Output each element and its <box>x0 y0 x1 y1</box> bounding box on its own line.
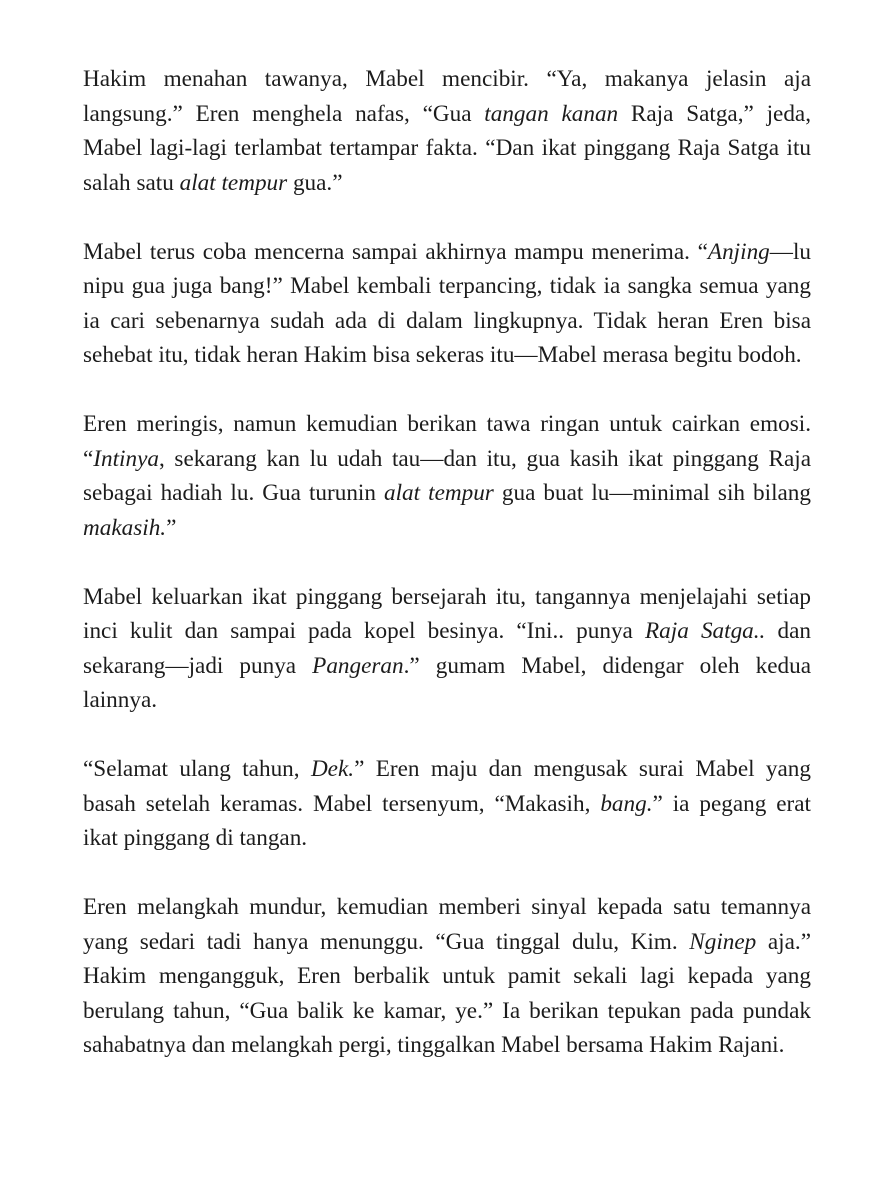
italic-text-run: Anjing <box>707 238 770 265</box>
story-page <box>83 62 811 1063</box>
text-run: “Selamat ulang tahun, <box>83 756 311 782</box>
text-run: Eren melangkah mundur, kemudian memberi sinyal kepada satu temannya yang sedari tadi hanya menunggu. “Gua tinggal dulu, Kim. <box>83 894 811 955</box>
text-run: Mabel keluarkan ikat pinggang bersejarah itu, tangannya menjelajahi setiap inci kulit dan sampai pada kopel besinya. “Ini.. punya <box>83 583 811 644</box>
paragraph-1 <box>83 62 811 200</box>
text-run: , sekarang kan lu udah tau—dan itu, gua kasih ikat pinggang Raja sebagai hadiah lu. Gua turunin <box>83 445 811 506</box>
text-run: .” gumam Mabel, didengar oleh kedua lainnya. <box>83 652 811 713</box>
text-run: —lu nipu gua juga bang!” Mabel kembali terpancing, tidak ia sangka semua yang ia cari sebenarnya sudah ada di dalam lingkupnya. Tidak heran Eren bisa sehebat itu, tidak heran Hakim bisa sekeras itu—Mabel merasa begitu bodoh. <box>83 238 811 368</box>
italic-text-run: alat tempur <box>179 169 288 196</box>
italic-text-run: tangan kanan <box>484 100 619 127</box>
italic-text-run: Pangeran <box>312 652 404 679</box>
text-run: Raja Satga,” jeda, Mabel lagi-lagi terlambat tertampar fakta. “Dan ikat pinggang Raja Satga itu salah satu <box>83 100 811 196</box>
paragraph-2 <box>83 235 811 373</box>
text-run: ” <box>166 514 177 541</box>
italic-text-run: Nginep <box>689 928 757 955</box>
italic-text-run: Raja Satga.. <box>645 618 766 644</box>
italic-text-run: bang. <box>600 790 653 817</box>
text-run: gua buat lu—minimal sih bilang <box>493 480 811 506</box>
paragraph-6 <box>83 890 811 1063</box>
italic-text-run: Intinya <box>93 445 159 472</box>
text-run: ” Eren maju dan mengusak surai Mabel yang basah setelah keramas. Mabel tersenyum, “Makasih, <box>83 756 811 817</box>
text-run: gua.” <box>287 169 343 196</box>
text-run: aja.” Hakim mengangguk, Eren berbalik untuk pamit sekali lagi kepada yang berulang tahun, “Gua balik ke kamar, ye.” Ia berikan tepukan pada pundak sahabatnya dan melangkah pergi, tinggalkan Mabel bersama Hakim Rajani. <box>83 928 811 1058</box>
text-run: Mabel terus coba mencerna sampai akhirnya mampu menerima. “ <box>83 238 708 265</box>
italic-text-run: makasih. <box>83 514 167 541</box>
italic-text-run: Dek. <box>310 756 355 782</box>
text-run: Hakim menahan tawanya, Mabel mencibir. “Ya, makanya jelasin aja langsung.” Eren menghela nafas, “Gua <box>83 66 811 127</box>
text-run: Eren meringis, namun kemudian berikan tawa ringan untuk cairkan emosi. “ <box>83 411 811 472</box>
paragraph-4 <box>83 580 811 718</box>
italic-text-run: alat tempur <box>384 480 494 506</box>
text-run: ” ia pegang erat ikat pinggang di tangan. <box>83 790 811 851</box>
paragraph-5 <box>83 752 811 856</box>
text-run: dan sekarang—jadi punya <box>83 618 811 679</box>
paragraph-3 <box>83 407 811 545</box>
